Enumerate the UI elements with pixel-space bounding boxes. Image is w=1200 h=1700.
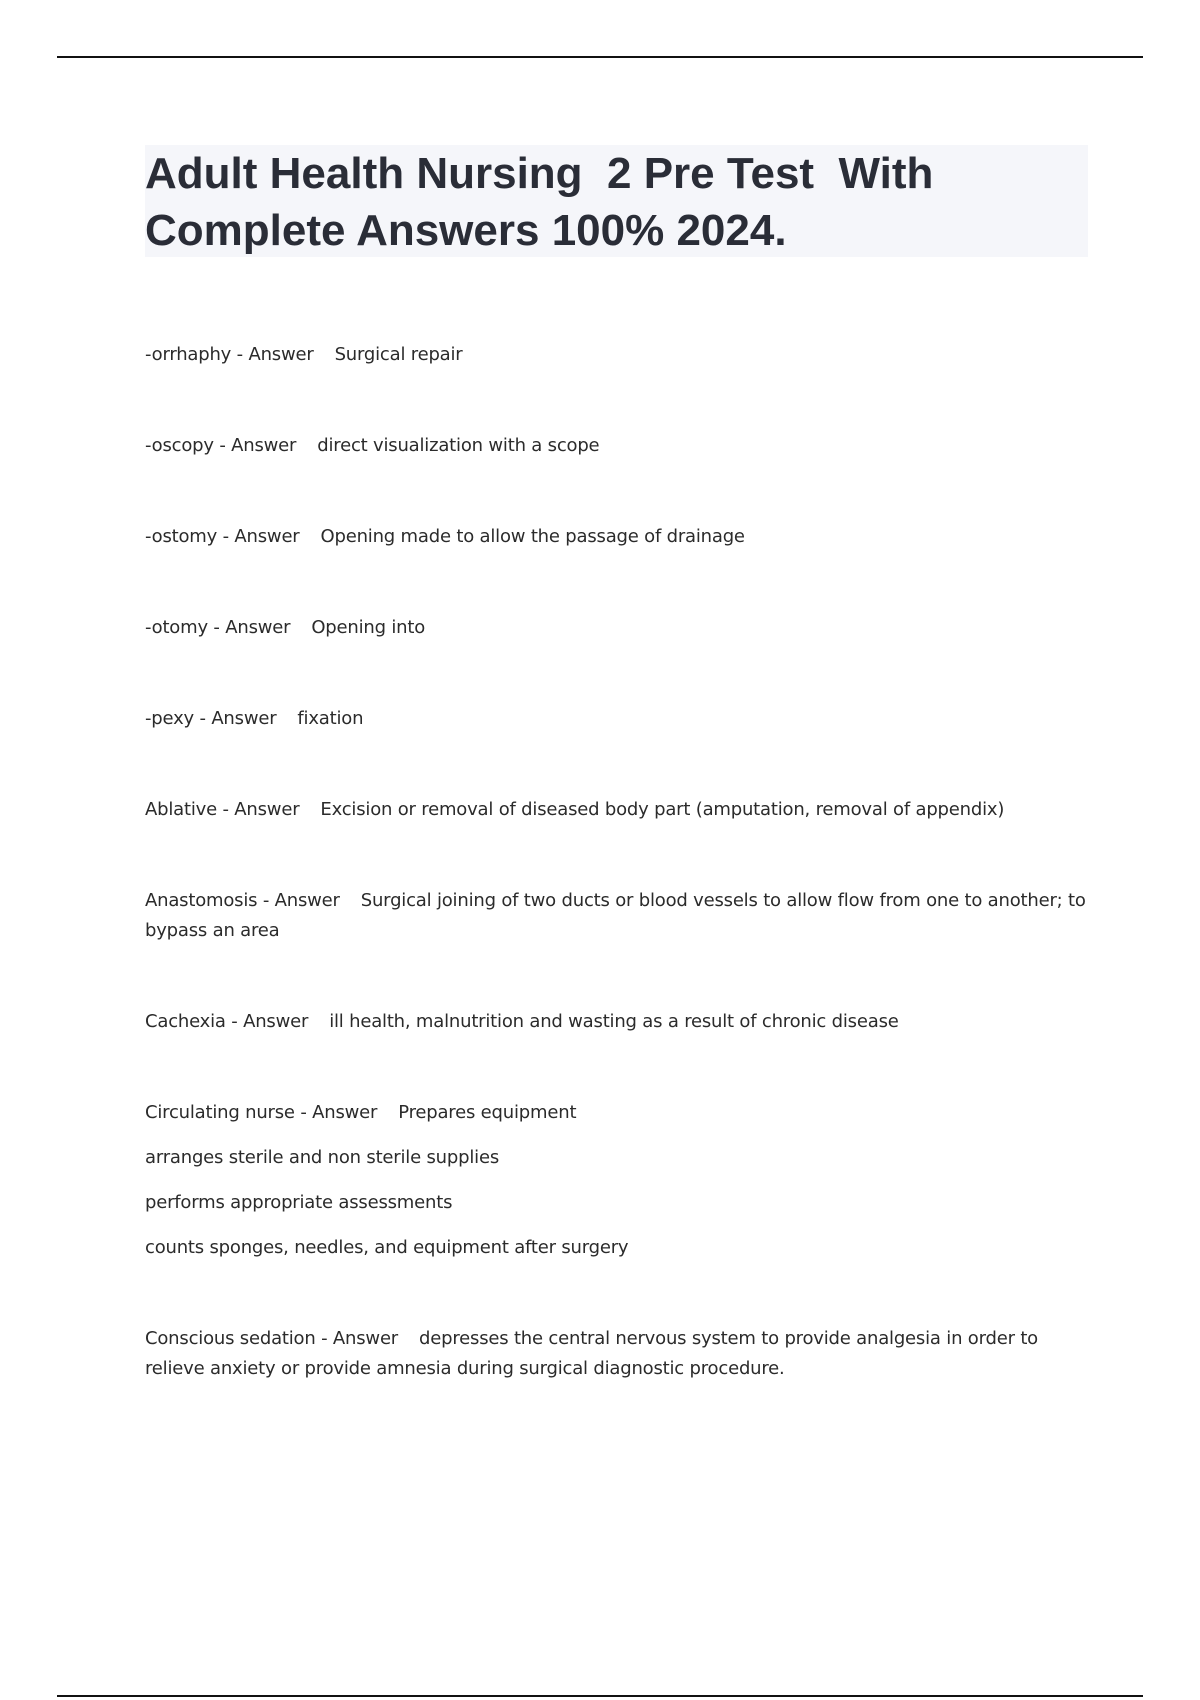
qa-answer: Prepares equipment bbox=[398, 1102, 577, 1123]
qa-answer: ill health, malnutrition and wasting as a result of chronic disease bbox=[329, 1011, 899, 1032]
qa-term: Circulating nurse bbox=[145, 1102, 295, 1123]
qa-entry bbox=[145, 613, 1090, 643]
page-title bbox=[145, 145, 1088, 259]
qa-entry bbox=[145, 340, 1090, 370]
qa-list bbox=[145, 340, 1090, 1445]
qa-separator: - Answer bbox=[217, 526, 300, 547]
qa-entry bbox=[145, 1324, 1090, 1384]
qa-term: -ostomy bbox=[145, 526, 218, 547]
qa-answer: fixation bbox=[297, 708, 364, 729]
qa-entry bbox=[145, 522, 1090, 552]
qa-answer: Surgical repair bbox=[334, 344, 463, 365]
qa-separator: - Answer bbox=[213, 435, 297, 456]
qa-term: -otomy bbox=[145, 617, 208, 638]
qa-separator: - Answer bbox=[294, 1102, 378, 1123]
top-rule bbox=[57, 56, 1143, 58]
qa-separator: - Answer bbox=[207, 617, 291, 638]
qa-term: Conscious sedation bbox=[145, 1328, 316, 1349]
qa-answer: Surgical joining of two ducts or blood vessels to allow flow from one to another; to bypass an area bbox=[145, 890, 1086, 941]
qa-entry bbox=[145, 1098, 1090, 1263]
qa-term: Cachexia bbox=[145, 1011, 226, 1032]
qa-term: -pexy bbox=[145, 708, 194, 729]
qa-term: -orrhaphy bbox=[145, 344, 232, 365]
qa-answer-line: performs appropriate assessments bbox=[145, 1192, 453, 1213]
qa-answer: direct visualization with a scope bbox=[317, 435, 600, 456]
title-box bbox=[145, 145, 1088, 257]
qa-answer-line: counts sponges, needles, and equipment after surgery bbox=[145, 1237, 629, 1258]
qa-entry bbox=[145, 886, 1090, 946]
qa-term: Ablative bbox=[145, 799, 217, 820]
qa-entry bbox=[145, 1007, 1090, 1037]
qa-entry bbox=[145, 795, 1090, 825]
qa-term: -oscopy bbox=[145, 435, 214, 456]
qa-separator: - Answer bbox=[193, 708, 277, 729]
qa-term: Anastomosis bbox=[145, 890, 258, 911]
title-line-2: Complete Answers 100% 2024. bbox=[145, 206, 787, 255]
qa-answer: depresses the central nervous system to provide analgesia in order to relieve anxiety or provide amnesia during surgical diagnostic procedure. bbox=[145, 1328, 1038, 1379]
qa-answer: Opening made to allow the passage of drainage bbox=[320, 526, 745, 547]
qa-separator: - Answer bbox=[225, 1011, 309, 1032]
qa-separator: - Answer bbox=[216, 799, 300, 820]
qa-entry bbox=[145, 431, 1090, 461]
qa-separator: - Answer bbox=[231, 344, 314, 365]
qa-separator: - Answer bbox=[257, 890, 340, 911]
qa-answer-line: arranges sterile and non sterile supplies bbox=[145, 1147, 499, 1168]
qa-answer: Excision or removal of diseased body part (amputation, removal of appendix) bbox=[320, 799, 1005, 820]
qa-separator: - Answer bbox=[315, 1328, 399, 1349]
title-line-1: Adult Health Nursing 2 Pre Test With bbox=[145, 149, 934, 198]
bottom-rule bbox=[57, 1695, 1143, 1697]
qa-answer: Opening into bbox=[311, 617, 426, 638]
qa-entry bbox=[145, 704, 1090, 734]
